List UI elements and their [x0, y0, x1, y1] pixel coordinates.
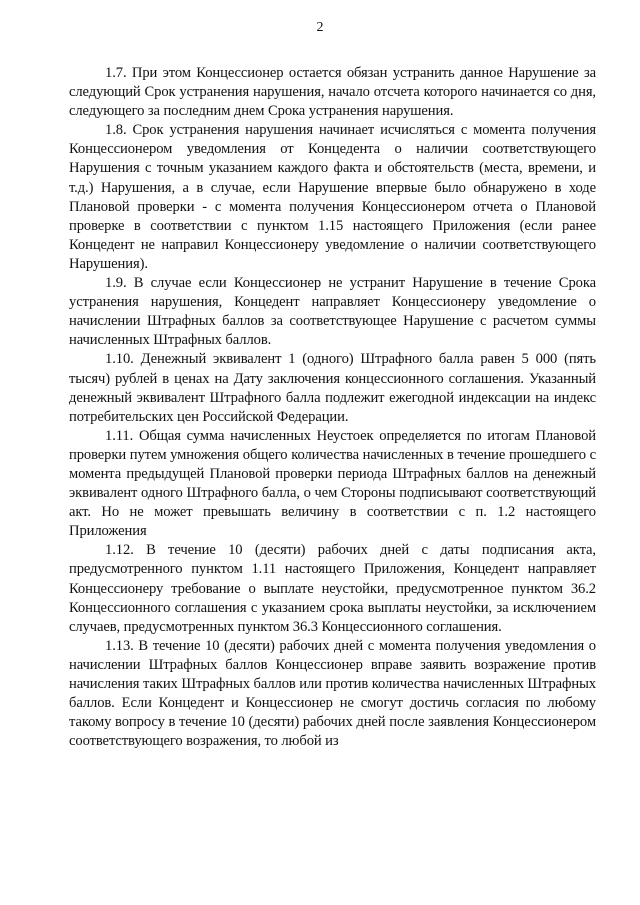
paragraph-1-13 [69, 637, 596, 752]
paragraph-text: При этом Концессионер остается обязан устранить данное Нарушение за следующий Срок устранения нарушения, начало отсчета которого начинается со дня, следующего за последним днем Срока устранения нарушения. [69, 65, 596, 120]
paragraph-number: 1.8. [105, 122, 127, 139]
paragraph-text: В случае если Концессионер не устранит Нарушение в течение Срока устранения нарушения, Концедент направляет Концессионеру уведомление о начислении Штрафных баллов за соответствующее Нарушение с расчетом суммы начисленных Штрафных баллов. [69, 275, 596, 349]
paragraph-text: Срок устранения нарушения начинает исчисляться с момента получения Концессионером уведомления от Концедента о наличии соответствующего Нарушения с точным указанием каждого факта и обстоятельств (места, времени, и т.д.) Нарушения, а в случае, если Нарушение впервые было обнаружено в ходе Плановой проверки - с момента получения Концессионером отчета о Плановой проверке в соответствии с пунктом 1.15 настоящего Приложения (если ранее Концедент не направил Концессионеру уведомление о наличии соответствующего Нарушения). [69, 122, 596, 272]
paragraph-number: 1.11. [105, 427, 134, 444]
paragraph-1-12 [69, 541, 596, 636]
paragraph-text: В течение 10 (десяти) рабочих дней с даты подписания акта, предусмотренного пунктом 1.11 настоящего Приложения, Концедент направляет Концессионеру требование о выплате неустойки, предусмотренное пунктом 36.2 Концессионного соглашения с указанием срока выплаты неустойки, за исключением случаев, предусмотренных пунктом 36.3 Концессионного соглашения. [69, 542, 596, 635]
paragraph-text: В течение 10 (десяти) рабочих дней с момента получения уведомления о начислении Штрафных баллов Концессионер вправе заявить возражение против начисления таких Штрафных баллов или против количества начисленных Штрафных баллов. Если Концедент и Концессионер не смогут достичь согласия по любому такому вопросу в течение 10 (десяти) рабочих дней после заявления Концессионером соответствующего возражения, то любой из [69, 637, 596, 750]
paragraph-1-9 [69, 274, 596, 350]
paragraph-text: Денежный эквивалент 1 (одного) Штрафного балла равен 5 000 (пять тысяч) рублей в ценах на Дату заключения концессионного соглашения. Указанный денежный эквивалент Штрафного балла подлежит ежегодной индексации на индекс потребительских цен Российской Федерации. [69, 351, 596, 425]
paragraph-number: 1.10. [105, 351, 134, 368]
paragraph-number: 1.7. [105, 65, 127, 81]
paragraph-1-10 [69, 350, 596, 426]
paragraph-number: 1.9. [105, 275, 127, 292]
paragraph-text: Общая сумма начисленных Неустоек определяется по итогам Плановой проверки путем умножения общего количества начисленных в течение прошедшего с момента предыдущей Плановой проверки периода Штрафных баллов на денежный эквивалент одного Штрафного балла, о чем Стороны подписывают соответствующий акт. Но не может превышать величину в соответствии с п. 1.2 настоящего Приложения [69, 427, 596, 540]
paragraph-number: 1.13. [105, 637, 134, 654]
document-body [69, 64, 596, 751]
paragraph-1-7 [69, 64, 596, 121]
page-number: 2 [316, 20, 324, 35]
paragraph-1-8 [69, 121, 596, 274]
paragraph-1-11 [69, 427, 596, 542]
paragraph-number: 1.12. [105, 542, 134, 559]
